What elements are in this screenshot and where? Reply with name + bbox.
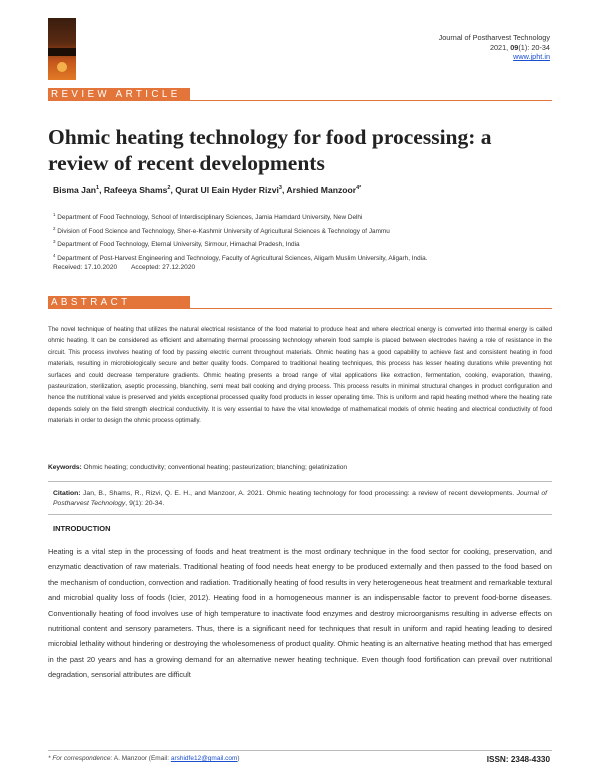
article-type-label: REVIEW ARTICLE [51,89,181,100]
journal-info [439,33,550,62]
citation-bottom-rule [48,514,552,515]
introduction-heading: INTRODUCTION [53,524,111,533]
email-link[interactable]: arshidfe12@gmail.com [170,755,238,762]
affiliation: $^1$ Department of Food Technology, School of Interdisciplinary Sciences, Jamia Hamdard University, New Delhi [53,212,363,222]
introduction-text: Heating is a vital step in the processing of foods and heat treatment is the most ordinary technique in the food sector for cooking, preservation, and enzymatic deactivation of raw materials. Traditional heating of food needs heat energy to be produced externally and then passed to the food based on the mechanism of conduction, convection and radiation. Traditionally heating of food results in very heterogeneous heat treatment and remarkable textural and microbial quality loss of foods (Icier, 2012). Heating food in a homogeneous manner is an indispensable factor to prevent food-borne diseases. Conventionally heating of food involves use of high temperature to inactivate food enzymes and destroy microorganisms resulting in adverse effects on nutritional content and sensory parameters. Thus, there is a significant need for techniques that result in uniform and rapid heating leading to desired microbial lethality without hindering or destroying the wholesomeness of product quality. Ohmic heating is an alternative heating method that has emerged in the past 20 years and has a growing demand for an alternative newer heating technique. Even though food fortification can prevail over nutritional degradation, sensorial attributes are difficult [48,547,552,680]
keywords [48,464,552,471]
affiliation-list [53,210,427,265]
correspondence-note: * For correspondence: A. Manzoor (Email: arshidfe12@gmail.com) [48,755,240,762]
citation-journal: Journal of Postharvest Technology [53,490,547,508]
author: Bisma Jan$^1$, [53,185,104,195]
author: Qurat Ul Eain Hyder Rizvi$^3$, [175,185,287,195]
accepted-date: Accepted: 27.12.2020 [131,264,196,271]
author: Rafeeya Shams$^2$, [103,185,176,195]
article-dates [53,264,196,271]
journal-cover-image [48,18,76,80]
citation-label: Citation: [53,490,81,497]
correspondence-label: * For correspondence: [48,755,113,762]
affiliation: $^3$ Department of Food Technology, Eternal University, Sirmour, Himachal Pradesh, India [53,239,300,249]
citation: Citation: Jan, B., Shams, R., Rizvi, Q. E. H., and Manzoor, A. 2021. Ohmic heating technology for food processing: a review of recent developments. Journal of Postharvest Technology, 9(1): 20-34. [53,490,547,508]
abstract-heading: ABSTRACT [51,297,131,308]
affiliation: $^4$ Department of Post-Harvest Engineering and Technology, Faculty of Agricultural Sciences, Aligarh Muslim University, Aligarh, India. [53,253,428,263]
citation-top-rule [48,481,552,482]
author: Arshied Manzoor$^{4*}$ [286,185,362,195]
journal-website-link[interactable]: www.jpht.in [513,52,550,62]
cover-band [48,48,76,56]
article-title: Ohmic heating technology for food processing: a review of recent developments [48,125,492,175]
issn-number: ISSN: 2348-4330 [486,755,550,764]
keywords-text: Ohmic heating; conductivity; conventional heating; pasteurization; blanching; gelatinization [81,464,348,471]
keywords-label: Keywords: [48,464,82,471]
cover-emblem [57,62,67,72]
journal-name: Journal of Postharvest Technology [438,33,550,42]
abstract-text: The novel technique of heating that utilizes the natural electrical resistance of the food material to produce heat and where electrical energy is converted into thermal energy is called ohmic heating. It can be considered as efficient and alternating thermal processing technology wherein food sample is placed between electrodes having a role of resistance in the circuit. This process involves heating of food by passing electric current throughout materials. Ohmic heating has a good capability to achieve fast and consistent heating in food materials, resulting in microbiologically secure and better quality foods. Compared to traditional heating techniques, this process has lesser heating durations while preventing hot surfaces and could decrease temperature gradients. Ohmic heating presents a broad range of vital applications like extraction, fermentation, cooking, evaporation, thawing, pasteurization, sterilization, aseptic processing, blanching, semi meat ball cooking and drying process. This process results in minimal structural changes in product configuration and hence the nutritional value is preserved and yields exceptional processed quality food products in lesser operating time. This is uniform and rapid heating method where the heating rate depends solely on the field strength electrical conductivity. It is very essential to have the vital knowledge of mathematical models of ohmic heating and electrical conductivity of food materials in order to design the ohmic process optimally. [48,326,552,425]
received-date: Received: 17.10.2020 [53,264,118,271]
journal-volume-line: 2021, 09(1): 20-34 [489,42,550,52]
journal-volume: 09 [510,42,519,52]
footer-rule [48,750,552,751]
author-list [53,185,361,195]
abstract-rule [48,308,552,309]
article-type-rule [48,100,552,101]
affiliation: $^2$ Division of Food Science and Technology, Sher-e-Kashmir University of Agricultural Sciences & Technology of Jammu [53,225,390,235]
